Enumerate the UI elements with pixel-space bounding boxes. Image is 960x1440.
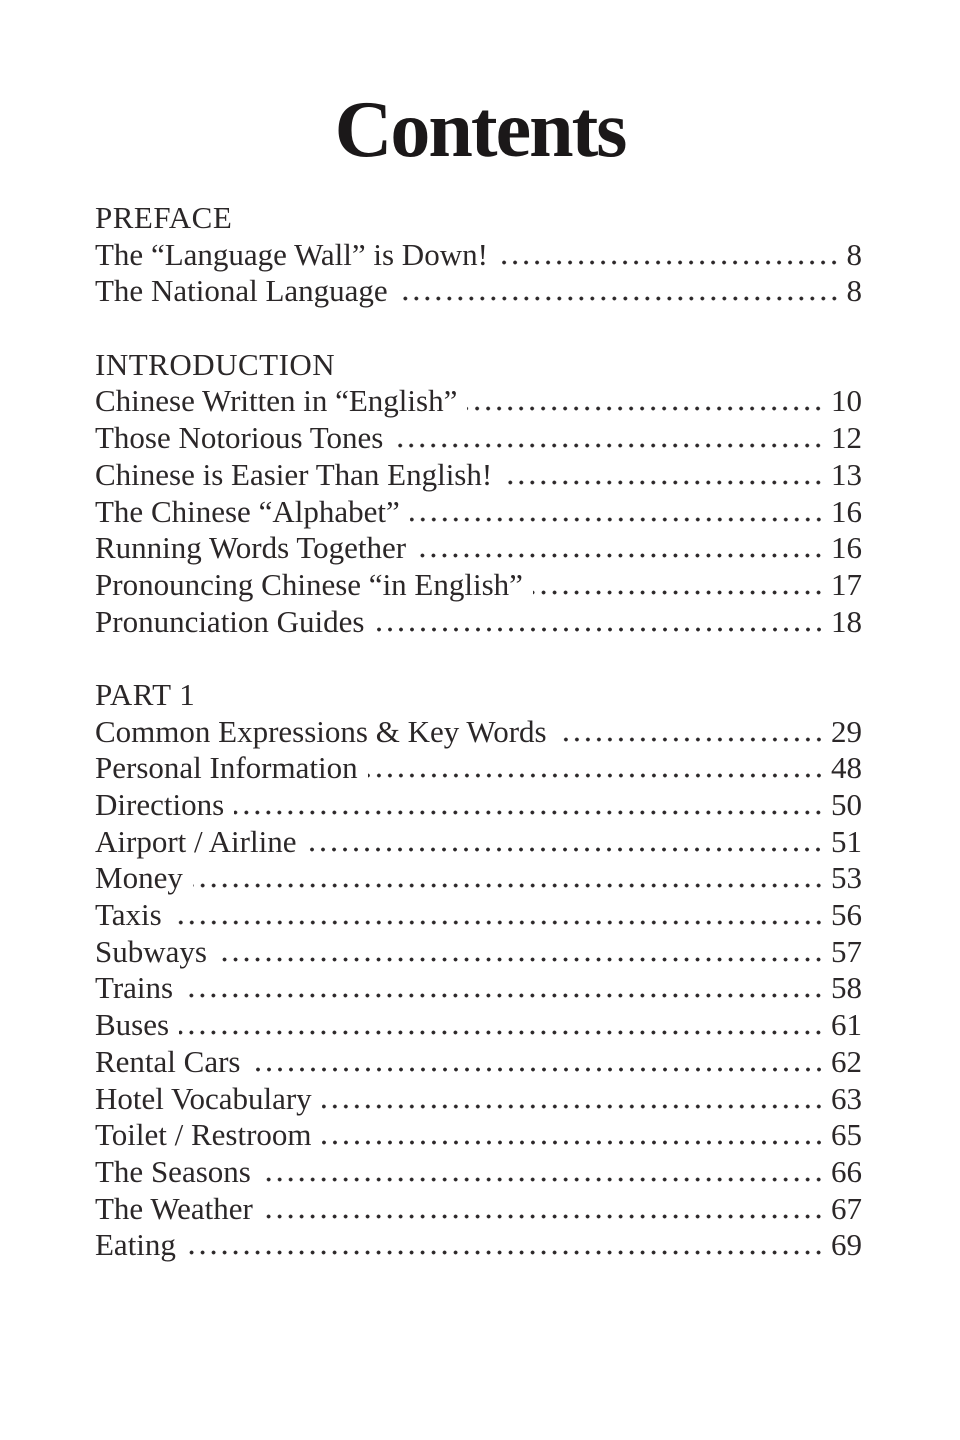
page-number: 48 <box>831 750 862 786</box>
toc-section-heading: PART 1 <box>95 676 196 712</box>
toc-entry <box>95 1007 862 1044</box>
dot-leader <box>179 1030 824 1035</box>
toc-entry <box>95 1154 862 1191</box>
dot-leader <box>234 810 824 815</box>
page-number: 16 <box>831 493 862 529</box>
toc-entry <box>95 824 862 861</box>
toc-entry <box>95 567 862 604</box>
page-number: 67 <box>831 1190 862 1226</box>
dot-leader <box>498 260 840 265</box>
toc-entry-label: Toilet / Restroom <box>95 1117 312 1153</box>
page-number: 65 <box>831 1117 862 1153</box>
toc-entry <box>95 1044 862 1081</box>
dot-leader <box>533 590 824 595</box>
toc-entry-label: Buses <box>95 1007 170 1043</box>
page-number: 56 <box>831 897 862 933</box>
dot-leader <box>183 993 824 998</box>
dot-leader <box>263 1214 824 1219</box>
toc-entry <box>95 750 862 787</box>
toc-entry-label: Running Words Together <box>95 530 407 566</box>
toc-entry-label: Hotel Vocabulary <box>95 1080 312 1116</box>
dot-leader <box>186 1250 824 1255</box>
dot-leader <box>393 443 824 448</box>
toc-entry-label: Trains <box>95 970 174 1006</box>
page-number: 58 <box>831 970 862 1006</box>
dot-leader <box>251 1067 825 1072</box>
toc-entry <box>95 1081 862 1118</box>
page-number: 50 <box>831 787 862 822</box>
toc-entry-label: Directions <box>95 787 225 822</box>
page-number: 13 <box>831 456 862 492</box>
toc-entry <box>95 1227 862 1264</box>
page-title: Contents <box>334 86 626 174</box>
toc-section <box>95 347 862 641</box>
toc-entry <box>95 1191 862 1228</box>
dot-leader <box>217 957 824 962</box>
toc-entry <box>95 383 862 420</box>
dot-leader <box>557 737 824 742</box>
page-number: 18 <box>831 603 862 639</box>
dot-leader <box>502 480 824 485</box>
toc-entry <box>95 1117 862 1154</box>
toc-entry-label: Chinese is Easier Than English! <box>95 456 493 492</box>
dot-leader <box>193 883 824 888</box>
page-number: 29 <box>831 713 862 749</box>
dot-leader <box>416 553 824 558</box>
page-number: 61 <box>831 1007 862 1043</box>
toc-entry-label: Rental Cars <box>95 1043 241 1079</box>
toc-entry <box>95 604 862 641</box>
toc-entry-label: Pronunciation Guides <box>95 603 365 639</box>
dot-leader <box>410 517 824 522</box>
toc-entry-label: The National Language <box>95 273 388 309</box>
toc-entry <box>95 787 862 824</box>
page-number: 16 <box>831 530 862 566</box>
dot-leader <box>172 920 824 925</box>
dot-leader <box>306 847 824 852</box>
page-number: 10 <box>831 383 862 419</box>
toc-section <box>95 677 862 1264</box>
toc-entry <box>95 420 862 457</box>
page-number: 66 <box>831 1153 862 1189</box>
toc-entry-label: The Weather <box>95 1190 253 1226</box>
toc-entry <box>95 273 862 310</box>
toc-entry <box>95 494 862 531</box>
page-number: 51 <box>831 823 862 859</box>
toc-entry-label: Pronouncing Chinese “in English” <box>95 566 523 602</box>
toc-entry <box>95 970 862 1007</box>
page-number: 8 <box>846 273 862 309</box>
toc-section-heading: INTRODUCTION <box>95 346 336 382</box>
dot-leader <box>261 1177 824 1182</box>
page-number: 8 <box>846 236 862 272</box>
toc-entry-label: Common Expressions & Key Words <box>95 713 547 749</box>
toc-entry <box>95 457 862 494</box>
toc-entry-label: The Chinese “Alphabet” <box>95 493 400 529</box>
toc-entry-label: Eating <box>95 1227 176 1263</box>
toc-section-heading: PREFACE <box>95 200 233 235</box>
page-number: 12 <box>831 420 862 456</box>
page-number: 62 <box>831 1043 862 1079</box>
toc-entry <box>95 714 862 751</box>
toc-section <box>95 200 862 310</box>
dot-leader <box>322 1104 824 1109</box>
toc-entry <box>95 897 862 934</box>
page-number: 69 <box>831 1227 862 1263</box>
toc-entry-label: Chinese Written in “English” <box>95 383 458 419</box>
dot-leader <box>322 1140 824 1145</box>
toc-entry-label: Taxis <box>95 897 162 933</box>
toc-entry <box>95 530 862 567</box>
page-number: 53 <box>831 860 862 896</box>
dot-leader <box>375 627 825 632</box>
dot-leader <box>467 406 824 411</box>
page-number: 17 <box>831 566 862 602</box>
toc-entry-label: Those Notorious Tones <box>95 420 384 456</box>
toc-entry-label: Personal Information <box>95 750 358 786</box>
dot-leader <box>398 296 840 301</box>
toc-entry <box>95 860 862 897</box>
toc-entry <box>95 934 862 971</box>
toc-entry-label: The Seasons <box>95 1153 251 1189</box>
dot-leader <box>368 773 824 778</box>
toc-entry-label: Airport / Airline <box>95 823 297 859</box>
table-of-contents <box>95 200 862 1264</box>
toc-entry <box>95 237 862 274</box>
page-number: 63 <box>831 1080 862 1116</box>
toc-entry-label: Money <box>95 860 183 896</box>
toc-entry-label: The “Language Wall” is Down! <box>95 236 488 272</box>
page-number: 57 <box>831 933 862 969</box>
toc-entry-label: Subways <box>95 933 207 969</box>
